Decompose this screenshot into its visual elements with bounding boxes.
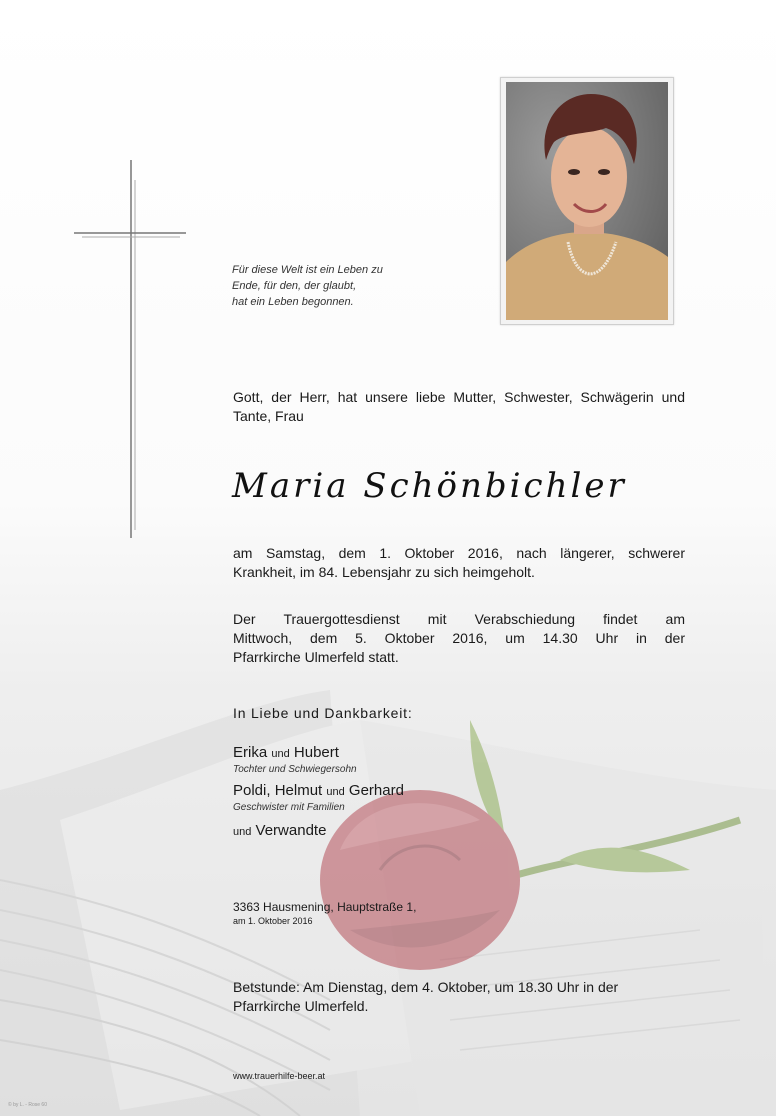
address-line: 3363 Hausmening, Hauptstraße 1, bbox=[233, 900, 417, 914]
memorial-quote bbox=[232, 262, 432, 310]
relatives-conj: und bbox=[233, 826, 252, 838]
service-line: Der Trauergottesdienst mit Verabschiedung findet am bbox=[233, 611, 685, 627]
prayer-line: Pfarrkirche Ulmerfeld. bbox=[233, 998, 369, 1014]
mourner-relation: Geschwister mit Familien bbox=[233, 802, 345, 813]
relatives-line bbox=[233, 822, 404, 841]
mourner-names bbox=[233, 782, 404, 801]
copyright-note: © by L. - Rose 60 bbox=[8, 1102, 47, 1108]
mourner-relation: Tochter und Schwiegersohn bbox=[233, 764, 357, 775]
cross-icon bbox=[70, 158, 190, 538]
death-notice-line: Krankheit, im 84. Lebensjahr zu sich heimgeholt. bbox=[233, 564, 535, 580]
mourners-list bbox=[233, 744, 404, 841]
mourner-conj: und bbox=[271, 748, 290, 760]
gratitude-line: In Liebe und Dankbarkeit: bbox=[233, 705, 413, 721]
quote-line: Für diese Welt ist ein Leben zu bbox=[232, 264, 383, 276]
prayer-hour-notice bbox=[233, 978, 663, 1016]
mourner-second: Gerhard bbox=[348, 782, 404, 799]
service-line: Mittwoch, dem 5. Oktober 2016, um 14.30 Uhr in der bbox=[233, 630, 685, 646]
portrait-frame bbox=[500, 77, 674, 325]
death-notice bbox=[233, 544, 685, 582]
portrait-photo bbox=[506, 82, 668, 320]
service-line: Pfarrkirche Ulmerfeld statt. bbox=[233, 649, 399, 665]
address-block bbox=[233, 900, 416, 927]
quote-line: Ende, für den, der glaubt, bbox=[232, 280, 357, 292]
website-link[interactable]: www.trauerhilfe-beer.at bbox=[233, 1071, 326, 1081]
mourner-first: Poldi, Helmut bbox=[233, 782, 323, 799]
mourner-conj: und bbox=[326, 786, 345, 798]
address-date: am 1. Oktober 2016 bbox=[233, 916, 313, 926]
death-notice-line: am Samstag, dem 1. Oktober 2016, nach längerer, schwerer bbox=[233, 545, 685, 561]
mourner-first: Erika bbox=[233, 744, 268, 761]
mourner-second: Hubert bbox=[293, 744, 339, 761]
relatives-label: Verwandte bbox=[255, 822, 327, 839]
deceased-name: Maria Schönbichler bbox=[232, 466, 627, 506]
funeral-service-notice bbox=[233, 610, 685, 667]
quote-line: hat ein Leben begonnen. bbox=[232, 296, 354, 308]
prayer-line: Betstunde: Am Dienstag, dem 4. Oktober, um 18.30 Uhr in der bbox=[233, 979, 619, 995]
mourner-names bbox=[233, 744, 404, 763]
intro-text: Gott, der Herr, hat unsere liebe Mutter, Schwester, Schwägerin und Tante, Frau bbox=[233, 389, 685, 424]
